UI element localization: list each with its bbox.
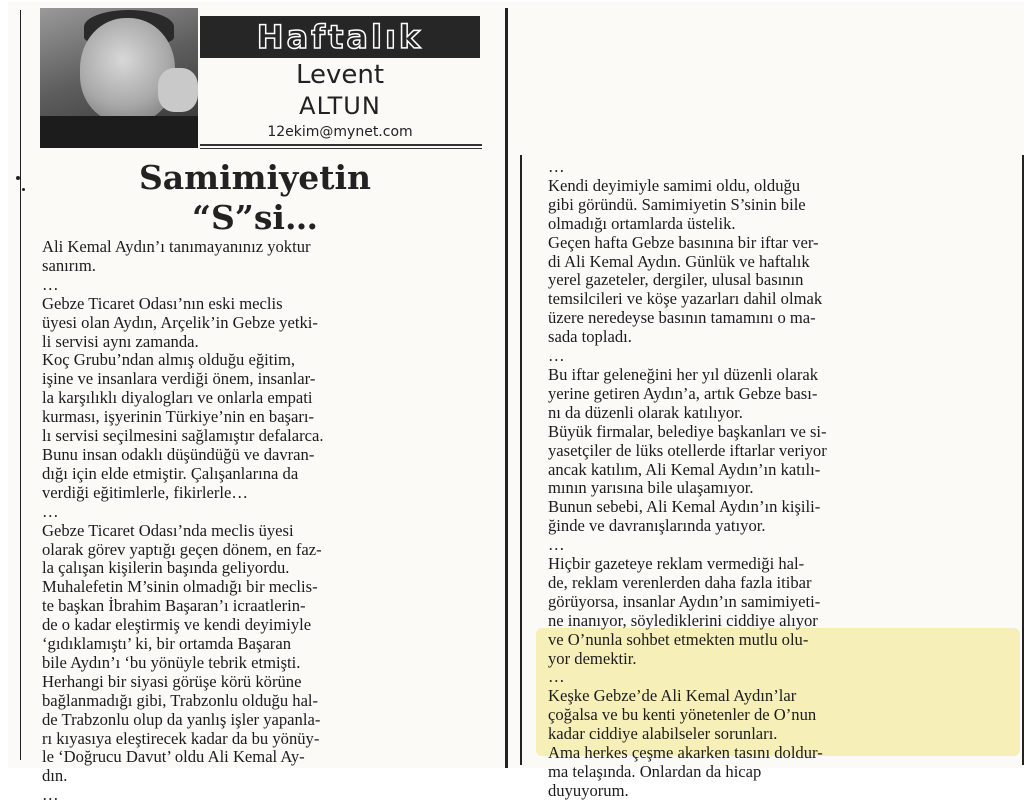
article-column-right bbox=[548, 158, 1008, 801]
article-text-line: dığı için elde etmiştir. Çalışanlarına da bbox=[42, 463, 299, 483]
article-text-line: … bbox=[42, 501, 59, 521]
article-text-line: … bbox=[548, 346, 565, 366]
article-text-line: üzere neredeyse basının tamamını o ma- bbox=[548, 308, 816, 328]
article-text-line: Bu iftar geleneğini her yıl düzenli olarak bbox=[548, 364, 819, 384]
author-email: 12ekim@mynet.com bbox=[267, 124, 413, 140]
article-text-line: dın. bbox=[42, 766, 68, 786]
column-name-banner bbox=[200, 16, 480, 58]
article-text-line: mının yarısına bile ulaşamıyor. bbox=[548, 478, 754, 498]
article-text-line: de Trabzonlu olup da yanlış işler yapanla- bbox=[42, 709, 321, 729]
article-text-line: bile Aydın’ı ‘bu yönüyle tebrik etmişti. bbox=[42, 652, 301, 672]
article-text-line: de, reklam verenlerden daha fazla itibar bbox=[548, 572, 812, 592]
article-text-line: yor demektir. bbox=[548, 648, 637, 668]
article-text-line: di Ali Kemal Aydın. Günlük ve haftalık bbox=[548, 251, 810, 271]
author-first-name: Levent bbox=[295, 60, 385, 90]
article-text-line: Bunun sebebi, Ali Kemal Aydın’ın kişili- bbox=[548, 497, 821, 517]
article-text-line: görüyorsa, insanlar Aydın’ın samimiyeti- bbox=[548, 591, 821, 611]
article-text-line: işine ve insanlara verdiği önem, insanlar- bbox=[42, 369, 316, 389]
author-photo bbox=[40, 8, 198, 148]
article-text-line: kadar ciddiye alabilseler sorunları. bbox=[548, 724, 778, 744]
article-column-left bbox=[42, 238, 488, 805]
column-name: Haftalık bbox=[256, 18, 424, 56]
article-text-line: ancak katılım, Ali Kemal Aydın’ın katılı- bbox=[548, 459, 821, 479]
article-text-line: yerine getiren Aydın’a, artık Gebze bası- bbox=[548, 383, 818, 403]
article-text-line: Keşke Gebze’de Ali Kemal Aydın’lar bbox=[548, 686, 797, 706]
article-text-line: ve O’nunla sohbet etmekten mutlu olu- bbox=[548, 629, 809, 649]
article-text-line: le ‘Doğrucu Davut’ oldu Ali Kemal Ay- bbox=[42, 747, 305, 767]
right-border-line bbox=[1022, 155, 1024, 765]
article-text-line: la çalışan kişilerin başında geliyordu. bbox=[42, 558, 290, 578]
article-text-line: Muhalefetin M’sinin olmadığı bir meclis- bbox=[42, 577, 318, 597]
article-text-line: yasetçiler de lüks otellerde iftarlar veriyor bbox=[548, 440, 827, 460]
article-text-line: ne inanıyor, söylediklerini ciddiye alıyor bbox=[548, 610, 818, 630]
article-text-line: Geçen hafta Gebze basınına bir iftar ver- bbox=[548, 232, 819, 252]
article-title-line-2: “S”si… bbox=[192, 198, 318, 237]
article-text-line: … bbox=[548, 667, 565, 687]
article-text-line: li servisi aynı zamanda. bbox=[42, 331, 199, 351]
article-text-line: … bbox=[42, 785, 59, 805]
article-text-line: ma telaşında. Onlardan da hicap bbox=[548, 762, 762, 781]
article-text-line: olmadığı ortamlarda üstelik. bbox=[548, 213, 736, 233]
article-text-line: Gebze Ticaret Odası’nın eski meclis bbox=[42, 293, 283, 313]
article-text-line: kurması, işyerinin Türkiye’nin en başarı- bbox=[42, 407, 315, 427]
article-text-line: bağlanmadığı gibi, Trabzonlu olduğu hal- bbox=[42, 690, 319, 710]
article-text-line: çoğalsa ve bu kenti yönetenler de O’nun bbox=[548, 705, 817, 725]
article-text-line: Ama herkes çeşme akarken tasını doldur- bbox=[548, 743, 823, 763]
speck-mark bbox=[22, 188, 25, 191]
article-title bbox=[90, 158, 420, 238]
photo-face-shape bbox=[80, 18, 175, 123]
article-text-line: te başkan İbrahim Başaran’ı icraatlerin- bbox=[42, 596, 306, 616]
article-text-line: rı kıyasıya eleştirecek kadar da bu yönüy- bbox=[42, 728, 320, 748]
article-title-line-1: Samimiyetin bbox=[138, 158, 372, 197]
article-text-line: Bunu insan odaklı düşündüğü ve davran- bbox=[42, 444, 315, 464]
article-text-line: Herhangi bir siyasi görüşe körü körüne bbox=[42, 671, 302, 691]
article-text-line: lı servisi seçilmesini sağlamıştır defalarca. bbox=[42, 426, 324, 446]
article-text-line: yerel gazeteler, dergiler, ulusal basının bbox=[548, 270, 804, 290]
article-text-line: … bbox=[548, 157, 565, 176]
left-border-line bbox=[20, 10, 21, 760]
article-text-line: Hiçbir gazeteye reklam vermediği hal- bbox=[548, 554, 805, 574]
article-text-line: üyesi olan Aydın, Arçelik’in Gebze yetki- bbox=[42, 312, 318, 332]
article-text-line: Gebze Ticaret Odası’nda meclis üyesi bbox=[42, 520, 294, 540]
right-column-left-line bbox=[520, 155, 522, 765]
article-text-line: gibi göründü. Samimiyetin S’sinin bile bbox=[548, 194, 806, 214]
column-divider-line bbox=[505, 8, 508, 768]
article-text-line: la karşılıklı diyalogları ve onlarla empati bbox=[42, 388, 313, 408]
speck-mark bbox=[16, 176, 20, 180]
article-text-line: sada topladı. bbox=[548, 327, 632, 347]
header-rule-secondary bbox=[200, 148, 482, 149]
article-text-line: nı da düzenli olarak katılıyor. bbox=[548, 402, 743, 422]
article-text-line: olarak görev yaptığı geçen dönem, en faz- bbox=[42, 539, 322, 559]
article-text-line: sanırım. bbox=[42, 255, 96, 275]
article-text-line: verdiği eğitimlerle, fikirlerle… bbox=[42, 482, 248, 502]
article-text-line: Ali Kemal Aydın’ı tanımayanınız yoktur bbox=[42, 237, 311, 256]
article-text-line: ğinde ve davranışlarında yatıyor. bbox=[548, 516, 766, 536]
photo-shirt-shape bbox=[40, 116, 198, 148]
article-text-line: … bbox=[548, 535, 565, 555]
article-text-line: temsilcileri ve köşe yazarları dahil olmak bbox=[548, 289, 823, 309]
article-text-line: Koç Grubu’ndan almış olduğu eğitim, bbox=[42, 350, 296, 370]
article-text-line: de o kadar eleştirmiş ve kendi deyimiyle bbox=[42, 615, 312, 635]
photo-hand-shape bbox=[158, 68, 198, 112]
author-last-name: ALTUN bbox=[299, 92, 381, 120]
article-text-line: ‘gıdıklamıştı’ ki, bir ortamda Başaran bbox=[42, 634, 291, 654]
header-rule bbox=[200, 144, 482, 146]
article-text-line: duyuyorum. bbox=[548, 780, 629, 800]
article-text-line: Büyük firmalar, belediye başkanları ve si- bbox=[548, 421, 827, 441]
article-text-line: Kendi deyimiyle samimi oldu, olduğu bbox=[548, 175, 801, 195]
article-text-line: … bbox=[42, 274, 59, 294]
